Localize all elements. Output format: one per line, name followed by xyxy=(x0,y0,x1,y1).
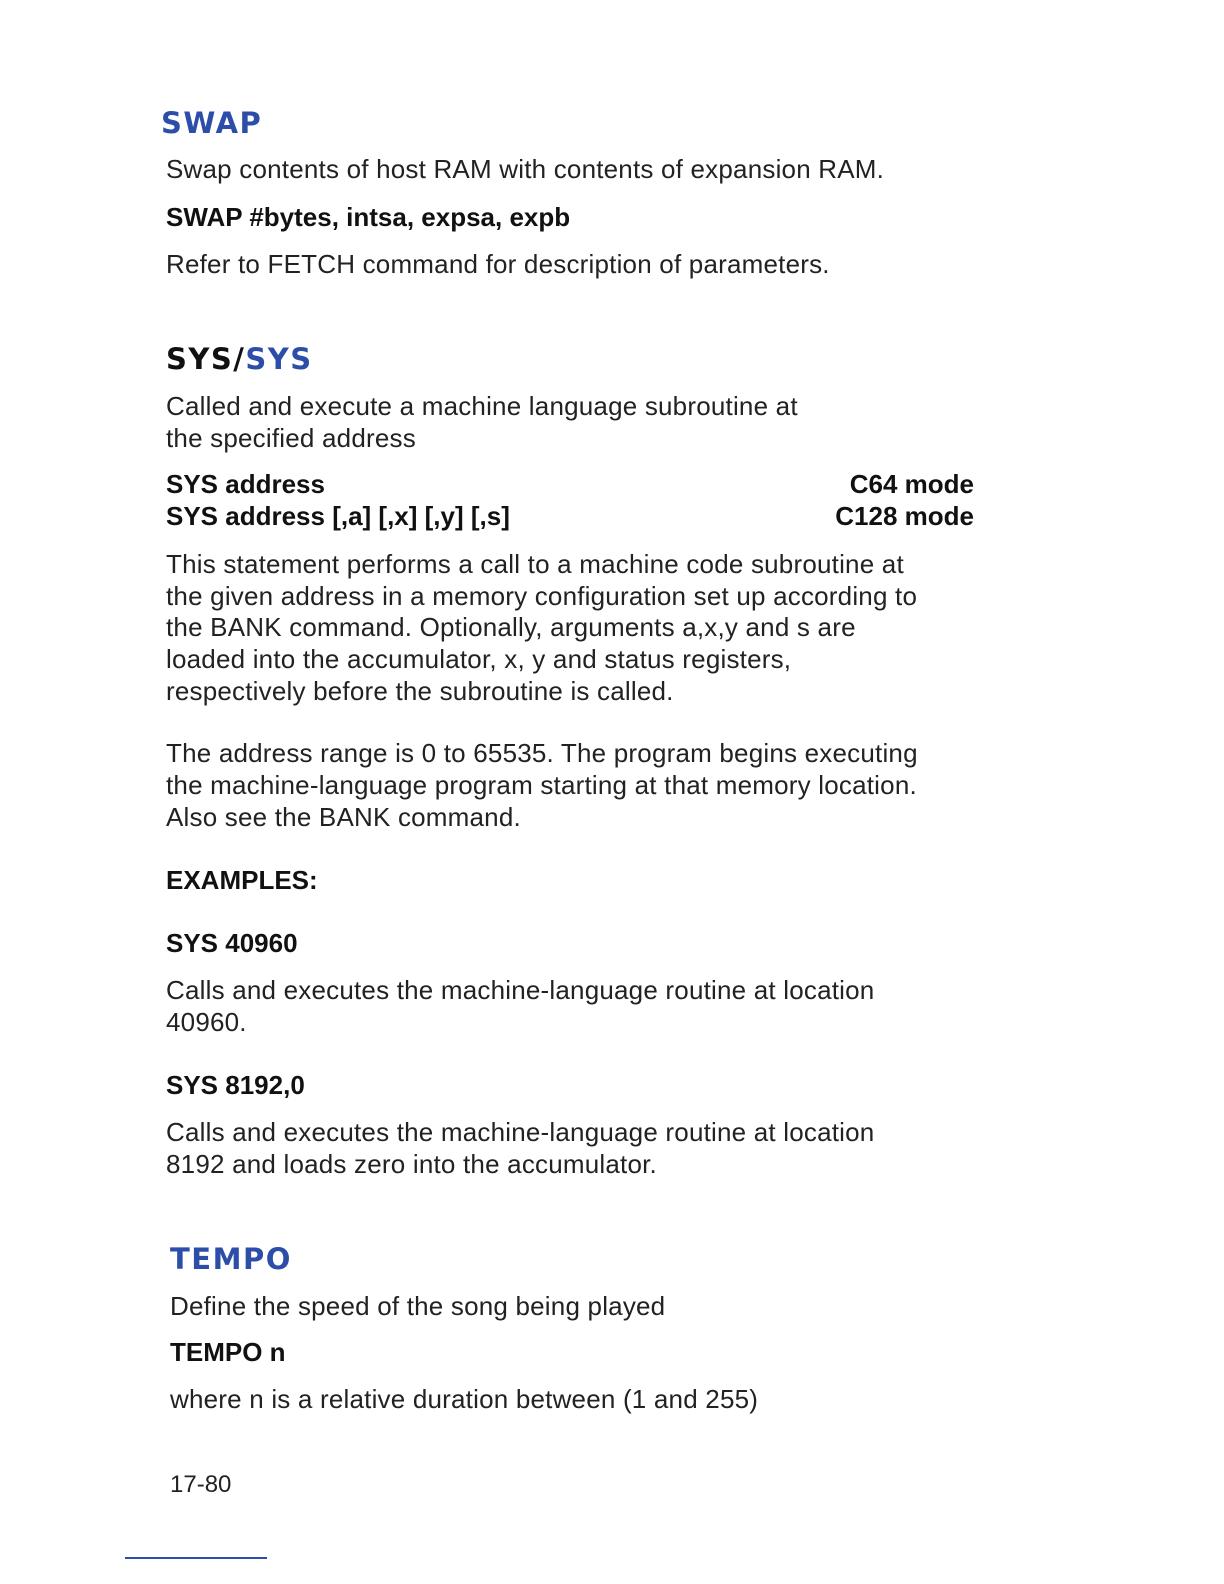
sys-syntax-c128: SYS address [,a] [,x] [,y] [,s] xyxy=(166,501,510,531)
sys-description-line1: Called and execute a machine language subroutine at xyxy=(166,391,798,421)
swap-note: Refer to FETCH command for description of parameters. xyxy=(166,249,830,279)
sys-para1-line: loaded into the accumulator, x, y and status registers, xyxy=(166,644,792,674)
example2-desc-line: Calls and executes the machine-language routine at location xyxy=(166,1117,875,1147)
example1-desc-line: 40960. xyxy=(166,1007,247,1037)
sys-para1-line: This statement performs a call to a machine code subroutine at xyxy=(166,549,904,579)
example1-code: SYS 40960 xyxy=(166,928,298,958)
sys-heading-part2: SYS xyxy=(245,342,313,376)
swap-heading: SWAP xyxy=(161,106,263,140)
sys-syntax-c64: SYS address xyxy=(166,469,325,499)
example1-desc-line: Calls and executes the machine-language routine at location xyxy=(166,975,875,1005)
sys-mode-c64: C64 mode xyxy=(849,469,974,499)
swap-description: Swap contents of host RAM with contents of expansion RAM. xyxy=(166,154,885,184)
sys-heading-part1: SYS/ xyxy=(166,342,246,376)
sys-para1-line: the BANK command. Optionally, arguments a,x,y and s are xyxy=(166,612,856,642)
page-number: 17-80 xyxy=(170,1471,232,1498)
tempo-note: where n is a relative duration between (1 and 255) xyxy=(170,1384,759,1414)
tempo-heading: TEMPO xyxy=(170,1242,292,1276)
footer-rule xyxy=(125,1557,267,1559)
tempo-syntax: TEMPO n xyxy=(170,1337,286,1367)
sys-para1-line: the given address in a memory configuration set up according to xyxy=(166,581,918,611)
sys-para2-line: the machine-language program starting at that memory location. xyxy=(166,770,917,800)
example2-code: SYS 8192,0 xyxy=(166,1070,305,1100)
examples-label: EXAMPLES: xyxy=(166,865,318,895)
sys-para2-line: The address range is 0 to 65535. The program begins executing xyxy=(166,738,918,768)
swap-syntax: SWAP #bytes, intsa, expsa, expb xyxy=(166,202,571,232)
tempo-description: Define the speed of the song being played xyxy=(170,1291,666,1321)
example2-desc-line: 8192 and loads zero into the accumulator. xyxy=(166,1149,657,1179)
sys-description-line2: the specified address xyxy=(166,423,416,453)
sys-para2-line: Also see the BANK command. xyxy=(166,802,521,832)
sys-para1-line: respectively before the subroutine is called. xyxy=(166,676,674,706)
sys-heading xyxy=(166,341,313,377)
sys-mode-c128: C128 mode xyxy=(835,501,974,531)
